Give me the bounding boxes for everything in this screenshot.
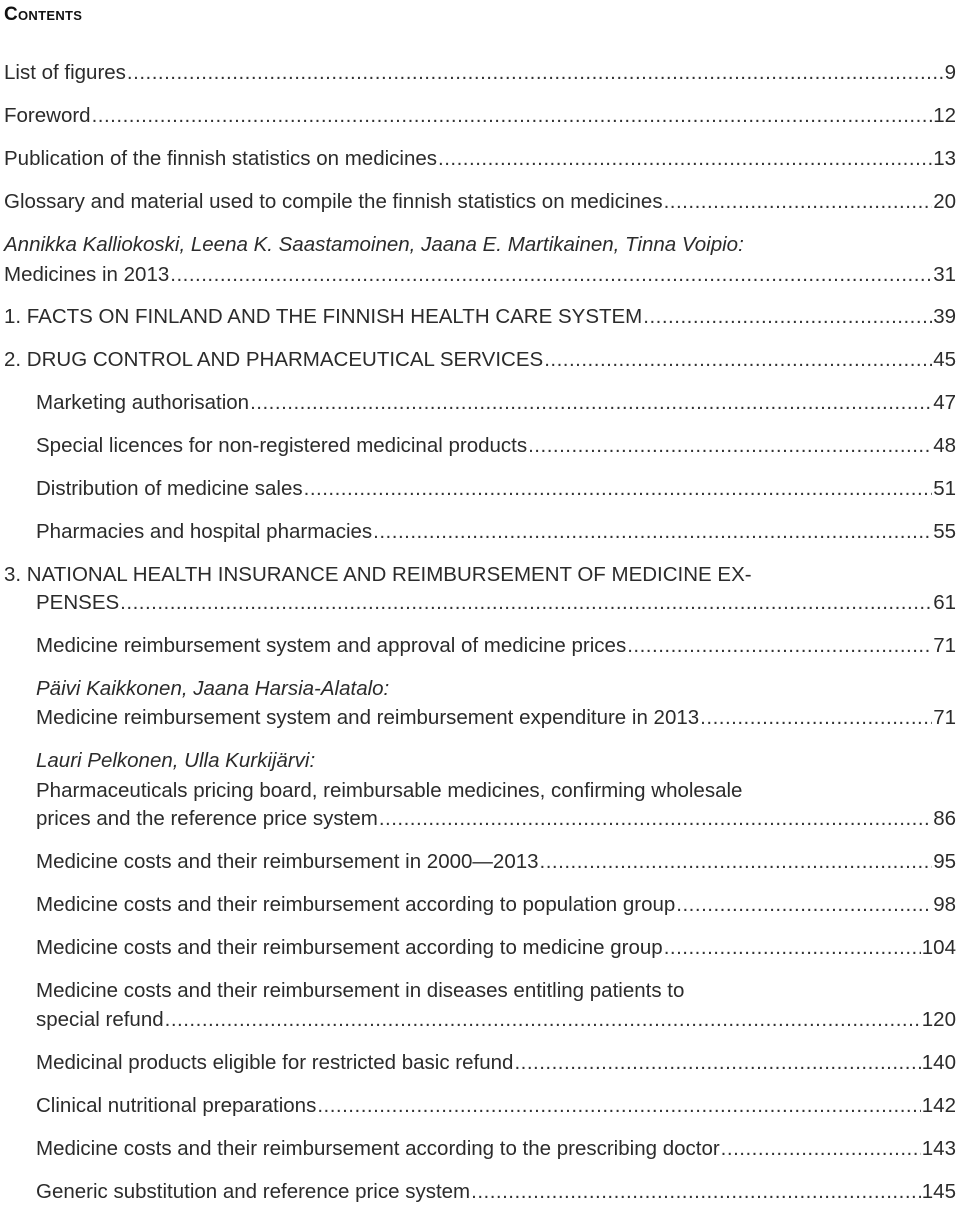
toc-entry-title: Medicine reimbursement system and approval of medicine prices [36,634,627,657]
dot-leader [540,849,933,875]
toc-entry-special-licences[interactable] [36,433,956,459]
toc-entry-title: Special licences for non-registered medicinal products [36,434,528,457]
toc-entry-page: 13 [933,147,956,170]
dot-leader [514,1050,920,1076]
dot-leader [544,347,932,373]
dot-leader [676,892,932,918]
toc-entry-page: 86 [933,807,956,830]
toc-entry-medicines-2013[interactable] [4,262,956,288]
toc-entry-page: 48 [933,434,956,457]
toc-entry-restricted-refund[interactable] [36,1050,956,1076]
toc-entry-page: 31 [933,263,956,286]
toc-entry-pricing-board-line1: Pharmaceuticals pricing board, reimbursable medicines, confirming wholesale [36,779,743,802]
toc-entry-chapter-3[interactable] [36,590,956,616]
toc-entry-page: 120 [921,1008,956,1031]
contents-heading: Contents [4,4,83,25]
toc-entry-page: 98 [933,893,956,916]
toc-entry-page: 140 [921,1051,956,1074]
toc-entry-publication[interactable] [4,146,956,172]
dot-leader [317,1093,920,1119]
toc-entry-chapter-2[interactable] [4,347,956,373]
dot-leader [700,705,932,731]
toc-entry-costs-2000-2013[interactable] [36,849,956,875]
toc-entry-special-refund[interactable] [36,1007,956,1033]
toc-entry-page: 71 [933,634,956,657]
toc-entry-authors: Päivi Kaikkonen, Jaana Harsia-Alatalo: [36,677,390,700]
dot-leader [664,935,921,961]
toc-entry-special-refund-line1: Medicine costs and their reimbursement in diseases entitling patients to [36,979,685,1002]
toc-entry-page: 20 [933,190,956,213]
toc-entry-page: 45 [933,348,956,371]
toc-entry-title: Glossary and material used to compile the finnish statistics on medicines [4,190,663,213]
toc-entry-glossary[interactable] [4,189,956,215]
toc-entry-title: Medicine costs and their reimbursement according to medicine group [36,936,663,959]
toc-entry-title: Medicinal products eligible for restricted basic refund [36,1051,514,1074]
toc-entry-page: 9 [944,61,956,84]
toc-entry-foreword[interactable] [4,103,956,129]
dot-leader [92,103,933,129]
toc-entry-title: 2. DRUG CONTROL AND PHARMACEUTICAL SERVICES [4,348,544,371]
toc-entry-reimbursement-system[interactable] [36,633,956,659]
toc-entry-title: Distribution of medicine sales [36,477,303,500]
toc-entry-distribution[interactable] [36,476,956,502]
toc-entry-title: Marketing authorisation [36,391,250,414]
dot-leader [170,262,932,288]
dot-leader [438,146,932,172]
dot-leader [127,60,944,86]
toc-entry-costs-medicine-group[interactable] [36,935,956,961]
toc-entry-title: prices and the reference price system [36,807,378,830]
toc-entry-page: 61 [933,591,956,614]
toc-entry-title: Pharmacies and hospital pharmacies [36,520,373,543]
dot-leader [721,1136,921,1162]
toc-entry-pricing-board[interactable] [36,806,956,832]
toc-entry-title: Medicine costs and their reimbursement according to population group [36,893,676,916]
dot-leader [250,390,932,416]
toc-entry-title: List of figures [4,61,126,84]
toc-entry-page: 47 [933,391,956,414]
toc-entry-title: PENSES [36,591,120,614]
dot-leader [664,189,933,215]
toc-entry-page: 145 [921,1180,956,1203]
toc-entry-page: 142 [921,1094,956,1117]
toc-entry-authors: Annikka Kalliokoski, Leena K. Saastamoinen, Jaana E. Martikainen, Tinna Voipio: [4,233,744,256]
toc-entry-title: Medicine costs and their reimbursement according to the prescribing doctor [36,1137,720,1160]
dot-leader [373,519,932,545]
dot-leader [643,304,932,330]
toc-entry-page: 71 [933,706,956,729]
toc-entry-page: 51 [933,477,956,500]
toc-entry-chapter-3-line1: 3. NATIONAL HEALTH INSURANCE AND REIMBURSEMENT OF MEDICINE EX- [4,563,752,586]
toc-entry-page: 55 [933,520,956,543]
toc-entry-title: Publication of the finnish statistics on medicines [4,147,438,170]
toc-entry-title: 1. FACTS ON FINLAND AND THE FINNISH HEALTH CARE SYSTEM [4,305,643,328]
toc-entry-pharmacies[interactable] [36,519,956,545]
dot-leader [627,633,932,659]
toc-entry-title: Medicine reimbursement system and reimbursement expenditure in 2013 [36,706,700,729]
toc-entry-title: Medicine costs and their reimbursement in 2000—2013 [36,850,539,873]
toc-entry-generic-substitution[interactable] [36,1179,956,1205]
toc-entry-reimbursement-expenditure[interactable] [36,705,956,731]
dot-leader [528,433,932,459]
toc-entry-chapter-1[interactable] [4,304,956,330]
toc-entry-authors: Lauri Pelkonen, Ulla Kurkijärvi: [36,749,316,772]
toc-entry-title: Clinical nutritional preparations [36,1094,317,1117]
dot-leader [379,806,932,832]
dot-leader [165,1007,921,1033]
toc-entry-clinical-nutrition[interactable] [36,1093,956,1119]
toc-entry-title: Medicines in 2013 [4,263,170,286]
toc-entry-page: 104 [921,936,956,959]
toc-entry-title: Foreword [4,104,91,127]
toc-entry-prescribing-doctor[interactable] [36,1136,956,1162]
toc-entry-page: 95 [933,850,956,873]
toc-entry-marketing-authorisation[interactable] [36,390,956,416]
toc-entry-title: special refund [36,1008,164,1031]
toc-entry-costs-population-group[interactable] [36,892,956,918]
dot-leader [304,476,933,502]
toc-entry-list-of-figures[interactable] [4,60,956,86]
dot-leader [471,1179,921,1205]
toc-entry-page: 143 [921,1137,956,1160]
dot-leader [120,590,932,616]
toc-entry-page: 39 [933,305,956,328]
toc-entry-page: 12 [933,104,956,127]
toc-entry-title: Generic substitution and reference price system [36,1180,471,1203]
